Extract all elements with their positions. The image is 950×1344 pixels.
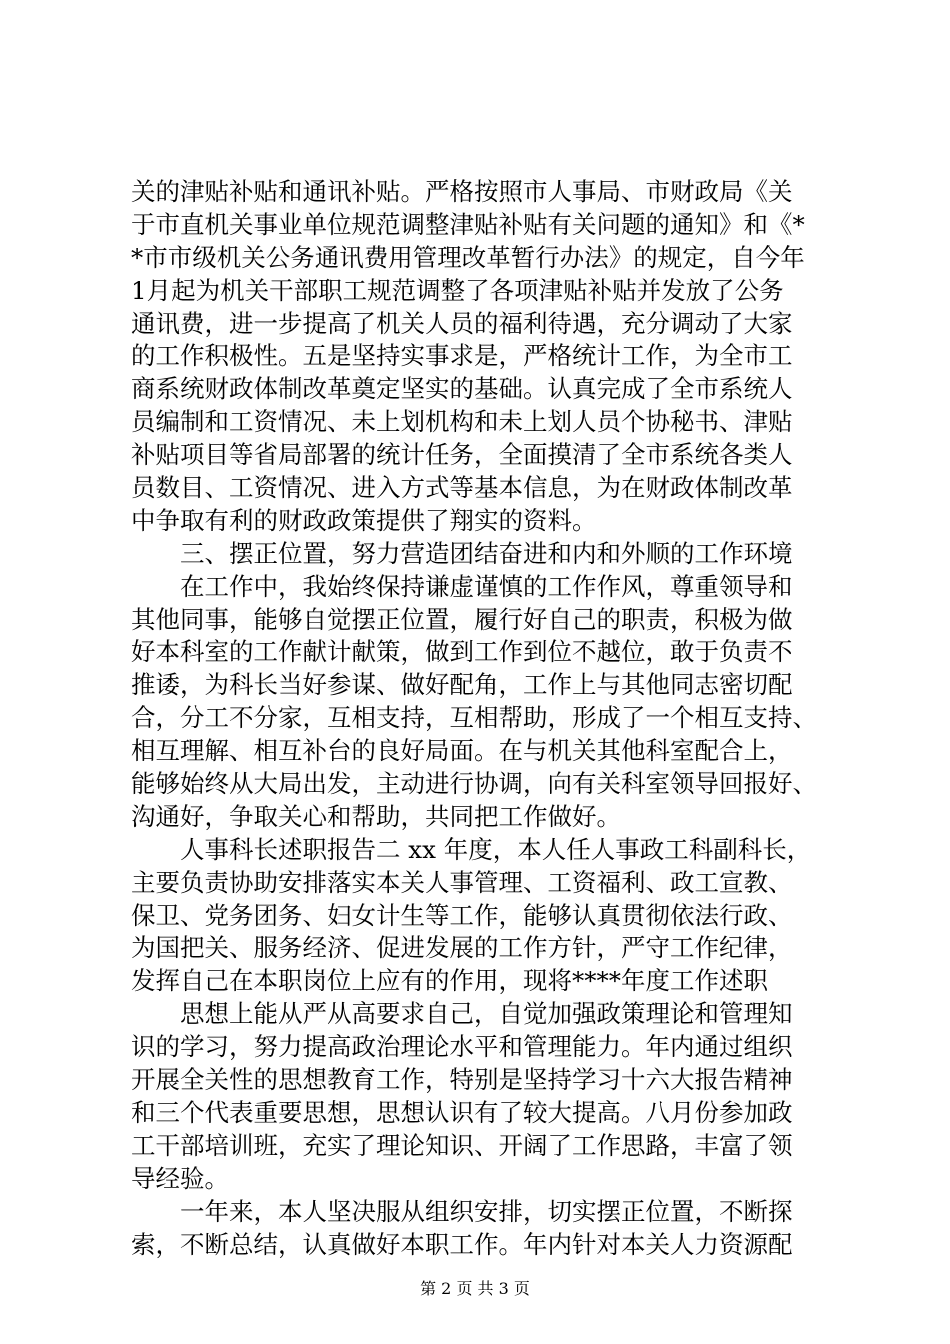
page-footer: 第 2 页 共 3 页 [420, 1279, 530, 1298]
text-line: 的工作积极性。五是坚持实事求是，严格统计工作，为全市工 [131, 341, 793, 371]
text-line: 能够始终从大局出发，主动进行协调，向有关科室领导回报好、 [131, 769, 817, 799]
text-line: 索，不断总结，认真做好本职工作。年内针对本关人力资源配 [131, 1229, 793, 1259]
text-line: 合，分工不分家，互相支持，互相帮助，形成了一个相互支持、 [131, 703, 817, 733]
text-line: 导经验。 [131, 1163, 229, 1193]
text-line: 保卫、党务团务、妇女计生等工作，能够认真贯彻依法行政、 [131, 900, 793, 930]
text-line: 1月起为机关干部职工规范调整了各项津贴补贴并发放了公务 [131, 275, 784, 305]
text-line: 中争取有利的财政政策提供了翔实的资料。 [131, 505, 597, 535]
text-line: 好本科室的工作献计献策，做到工作到位不越位，敢于负责不 [131, 637, 793, 667]
text-line: 相互理解、相互补台的良好局面。在与机关其他科室配合上， [131, 736, 793, 766]
text-line: 沟通好，争取关心和帮助，共同把工作做好。 [131, 801, 621, 831]
text-line: 其他同事，能够自觉摆正位置，履行好自己的职责，积极为做 [131, 604, 793, 634]
text-line: 一年来，本人坚决服从组织安排，切实摆正位置，不断探 [180, 1196, 793, 1226]
text-line: 为国把关、服务经济、促进发展的工作方针，严守工作纪律， [131, 933, 793, 963]
text-line: 开展全关性的思想教育工作，特别是坚持学习十六大报告精神 [131, 1065, 793, 1095]
text-line: 关的津贴补贴和通讯补贴。严格按照市人事局、市财政局《关 [131, 177, 793, 206]
text-line: *市市级机关公务通讯费用管理改革暂行办法》的规定，自今年 [131, 242, 805, 272]
text-line: 补贴项目等省局部署的统计任务，全面摸清了全市系统各类人 [131, 440, 793, 470]
text-line: 推诿，为科长当好参谋、做好配角，工作上与其他同志密切配 [131, 670, 793, 700]
text-line: 员数目、工资情况、进入方式等基本信息，为在财政体制改革 [131, 473, 793, 503]
text-line: 发挥自己在本职岗位上应有的作用，现将****年度工作述职 [131, 966, 768, 996]
text-line: 员编制和工资情况、未上划机构和未上划人员个协秘书、津贴 [131, 407, 793, 437]
text-line: 人事科长述职报告二 xx 年度，本人任人事政工科副科长， [180, 834, 812, 864]
text-line: 商系统财政体制改革奠定坚实的基础。认真完成了全市系统人 [131, 374, 793, 404]
text-line: 通讯费，进一步提高了机关人员的福利待遇，充分调动了大家 [131, 308, 793, 338]
text-line: 在工作中，我始终保持谦虚谨慎的工作作风，尊重领导和 [180, 571, 793, 601]
text-line: 和三个代表重要思想，思想认识有了较大提高。八月份参加政 [131, 1097, 793, 1127]
text-line: 三、摆正位置，努力营造团结奋进和内和外顺的工作环境 [180, 538, 793, 568]
text-line: 工干部培训班，充实了理论知识、开阔了工作思路，丰富了领 [131, 1130, 793, 1160]
text-line: 识的学习，努力提高政治理论水平和管理能力。年内通过组织 [131, 1032, 793, 1062]
body-text [131, 176, 821, 1261]
text-line: 主要负责协助安排落实本关人事管理、工资福利、政工宣教、 [131, 867, 793, 897]
text-line: 于市直机关事业单位规范调整津贴补贴有关问题的通知》和《* [131, 209, 805, 239]
text-line: 思想上能从严从高要求自己，自觉加强政策理论和管理知 [180, 999, 793, 1029]
